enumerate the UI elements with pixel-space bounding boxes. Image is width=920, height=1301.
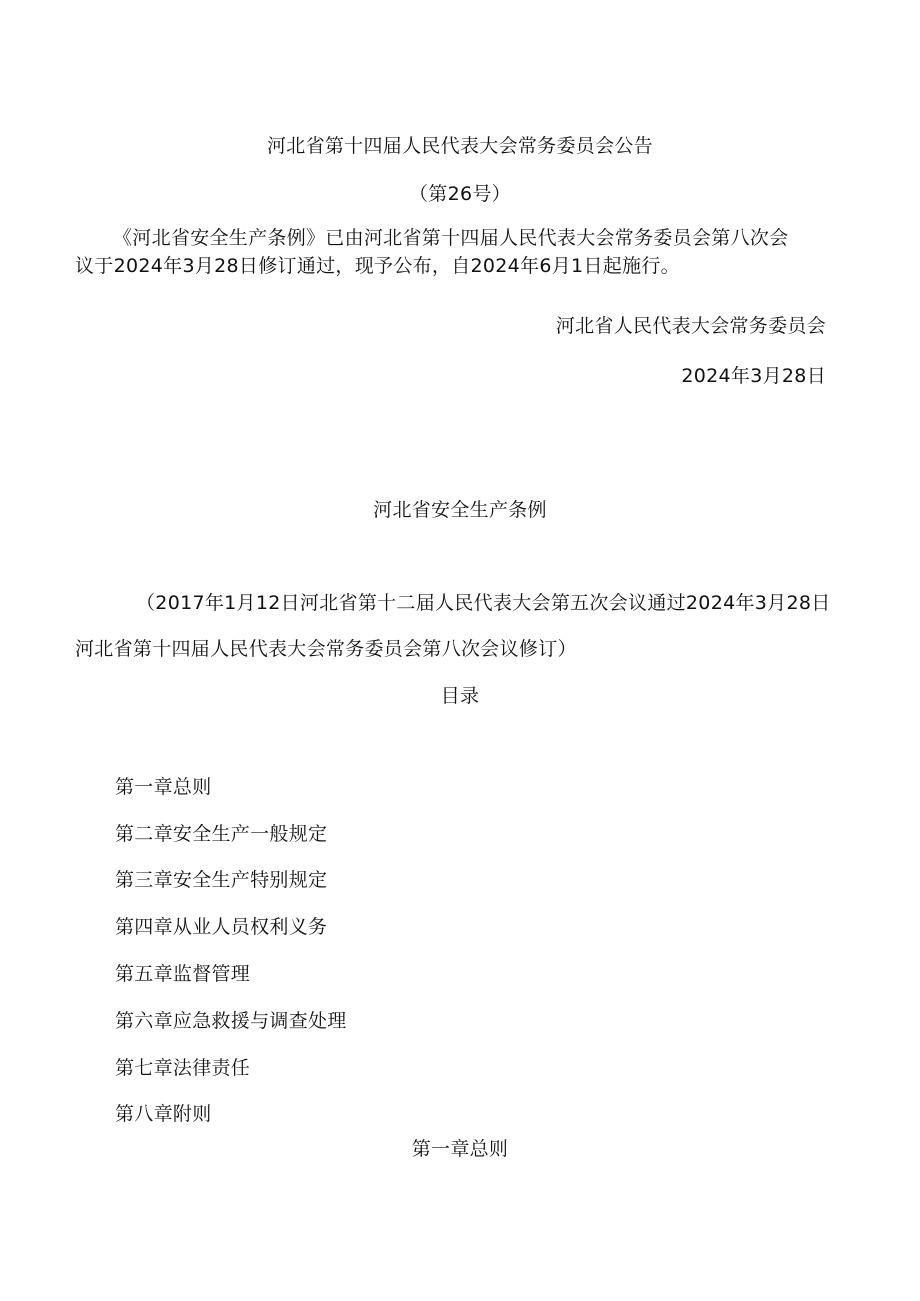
toc-item: 第三章安全生产特别规定	[115, 869, 328, 891]
toc-item: 第七章法律责任	[115, 1057, 251, 1079]
announcement-signer: 河北省人民代表大会常务委员会	[555, 315, 826, 337]
regulation-title: 河北省安全生产条例	[373, 499, 547, 521]
announcement-body-line2: 议于2024年3月28日修订通过，现予公布，自2024年6月1日起施行。	[75, 255, 680, 277]
chapter1-heading: 第一章总则	[411, 1138, 509, 1160]
announcement-body-line1: 《河北省安全生产条例》已由河北省第十四届人民代表大会常务委员会第八次会	[113, 227, 789, 249]
toc-heading: 目录	[440, 685, 480, 707]
announcement-number: （第26号）	[409, 183, 511, 205]
toc-item: 第六章应急救援与调查处理	[115, 1010, 347, 1032]
regulation-history-line1: （2017年1月12日河北省第十二届人民代表大会第五次会议通过2024年3月28日	[136, 592, 831, 614]
toc-item: 第八章附则	[115, 1103, 212, 1125]
announcement-date: 2024年3月28日	[681, 365, 826, 387]
regulation-history-line2: 河北省第十四届人民代表大会常务委员会第八次会议修订）	[75, 638, 577, 660]
toc-item: 第一章总则	[115, 776, 212, 798]
toc-item: 第二章安全生产一般规定	[115, 823, 328, 845]
toc-item: 第四章从业人员权利义务	[115, 916, 328, 938]
toc-item: 第五章监督管理	[115, 963, 251, 985]
announcement-title: 河北省第十四届人民代表大会常务委员会公告	[266, 135, 653, 157]
